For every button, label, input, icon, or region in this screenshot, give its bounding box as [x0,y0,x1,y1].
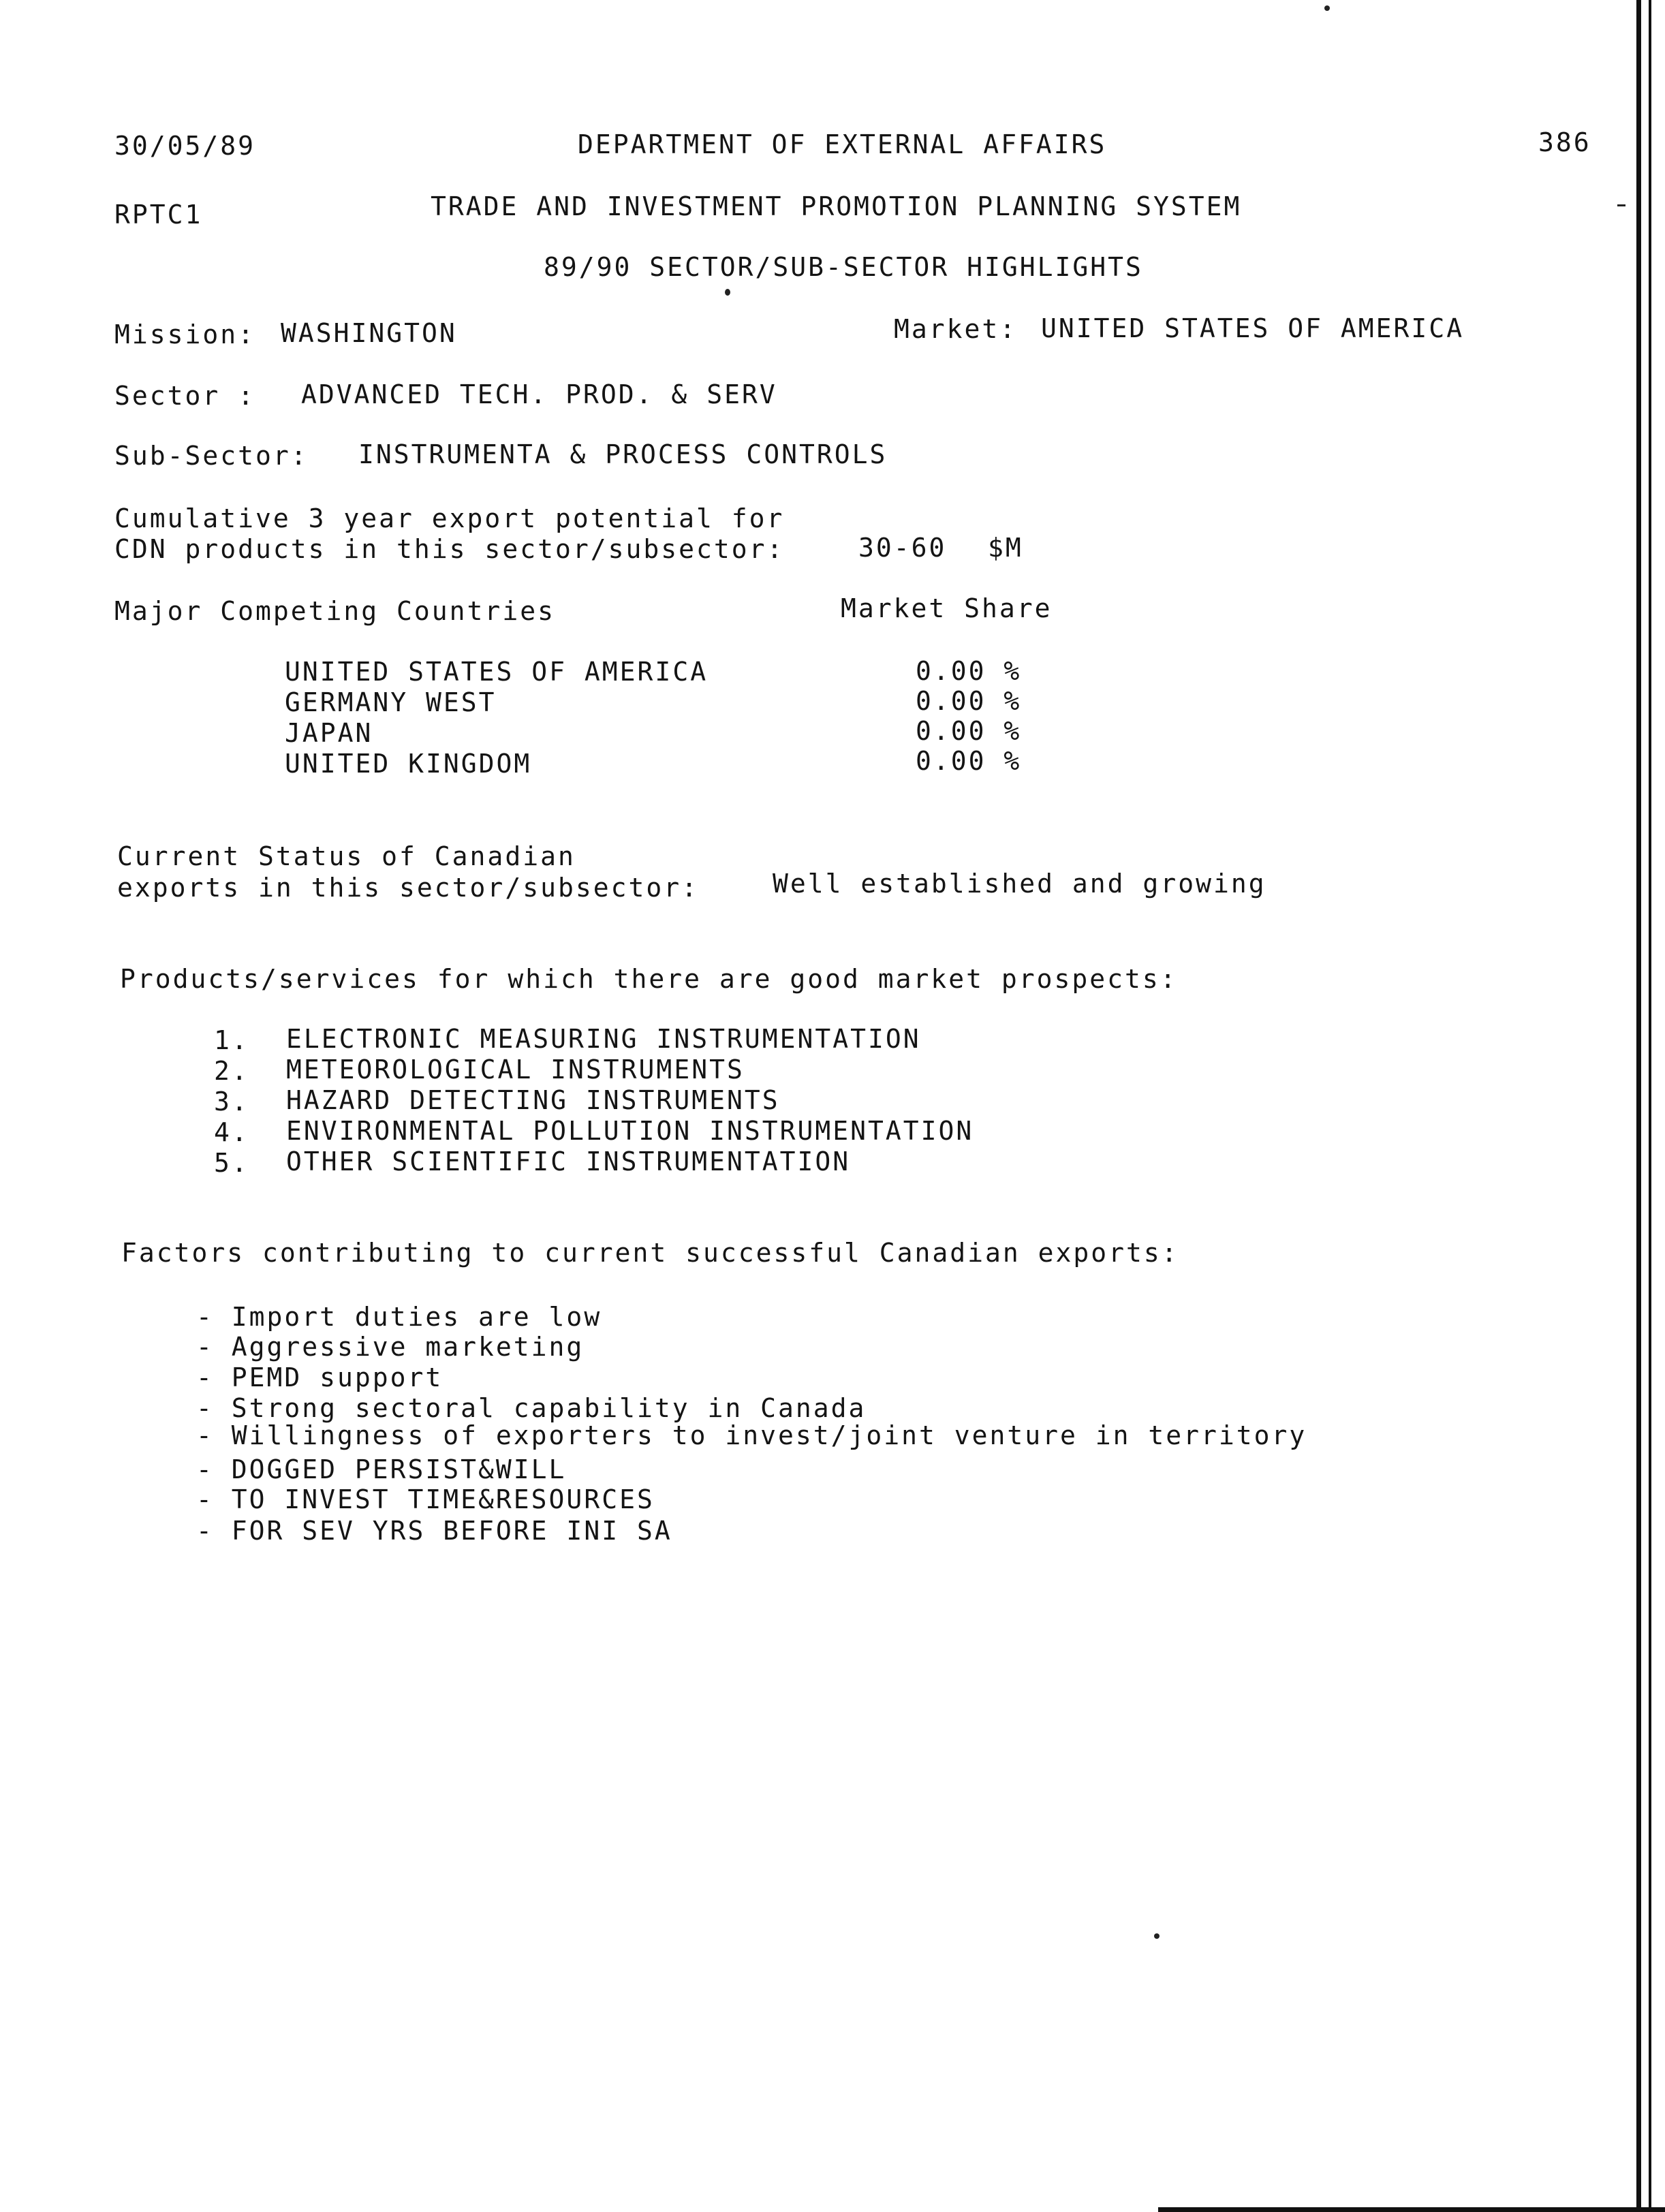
factor-item: - Strong sectoral capability in Canada [196,1393,867,1423]
competitor-share: 0.00 % [916,656,1022,686]
status-line1: Current Status of Canadian [117,841,576,871]
factor-item: - Aggressive marketing [196,1332,585,1362]
export-potential-line2: CDN products in this sector/subsector: [114,534,785,564]
factors-heading: Factors contributing to current successful Canadian exports: [121,1238,1179,1268]
prospect-item: METEOROLOGICAL INSTRUMENTS [286,1055,745,1085]
competing-countries-header: Major Competing Countries [114,596,555,626]
prospect-number: 2. [214,1056,249,1086]
export-potential-line1: Cumulative 3 year export potential for [114,503,785,533]
competitor-country: UNITED STATES OF AMERICA [285,657,709,687]
factor-item: - Import duties are low [196,1302,602,1332]
status-value: Well established and growing [773,869,1266,899]
report-date: 30/05/89 [114,131,256,161]
competitor-country: UNITED KINGDOM [285,749,532,779]
sector-value: ADVANCED TECH. PROD. & SERV [301,379,777,409]
scan-speck [725,289,730,296]
export-potential-value: 30-60 [858,533,947,563]
mission-label: Mission: [114,320,256,349]
prospect-item: ENVIRONMENTAL POLLUTION INSTRUMENTATION [286,1116,974,1146]
prospect-number: 1. [214,1025,249,1055]
prospect-item: ELECTRONIC MEASURING INSTRUMENTATION [286,1024,921,1054]
factor-item: - FOR SEV YRS BEFORE INI SA [196,1516,672,1546]
scan-edge-line [1649,0,1651,2212]
competitor-share: 0.00 % [916,716,1022,746]
scan-bottom-edge [1158,2207,1665,2212]
report-code: RPTC1 [114,200,203,230]
sub-sector-value: INSTRUMENTA & PROCESS CONTROLS [358,439,888,469]
scan-speck [1617,204,1625,206]
prospect-number: 5. [214,1148,249,1178]
prospect-number: 3. [214,1087,249,1117]
competitor-country: JAPAN [285,718,373,748]
department-title: DEPARTMENT OF EXTERNAL AFFAIRS [578,129,1107,159]
prospect-number: 4. [214,1117,249,1147]
scan-speck [1154,1933,1160,1939]
market-label: Market: [894,314,1018,344]
sub-sector-label: Sub-Sector: [114,441,309,471]
competitor-share: 0.00 % [916,746,1022,776]
prospect-item: HAZARD DETECTING INSTRUMENTS [286,1085,780,1115]
competitor-share: 0.00 % [916,686,1022,716]
page-number: 386 [1538,127,1591,157]
sector-label: Sector : [114,381,256,411]
report-title: 89/90 SECTOR/SUB-SECTOR HIGHLIGHTS [544,252,1143,282]
mission-value: WASHINGTON [281,318,457,348]
scan-edge-line [1636,0,1641,2212]
prospects-heading: Products/services for which there are good market prospects: [120,964,1178,994]
prospect-item: OTHER SCIENTIFIC INSTRUMENTATION [286,1147,851,1177]
competitor-country: GERMANY WEST [285,687,497,717]
factor-item: - DOGGED PERSIST&WILL [196,1454,567,1484]
scan-speck [1324,5,1330,11]
factor-item: - TO INVEST TIME&RESOURCES [196,1484,655,1514]
export-potential-unit: $M [988,533,1023,563]
factor-item: - Willingness of exporters to invest/joint venture in territory [196,1420,1307,1450]
system-title: TRADE AND INVESTMENT PROMOTION PLANNING SYSTEM [431,191,1242,221]
status-line2: exports in this sector/subsector: [117,873,699,903]
market-share-header: Market Share [841,593,1053,623]
factor-item: - PEMD support [196,1362,444,1392]
market-value: UNITED STATES OF AMERICA [1041,313,1465,343]
